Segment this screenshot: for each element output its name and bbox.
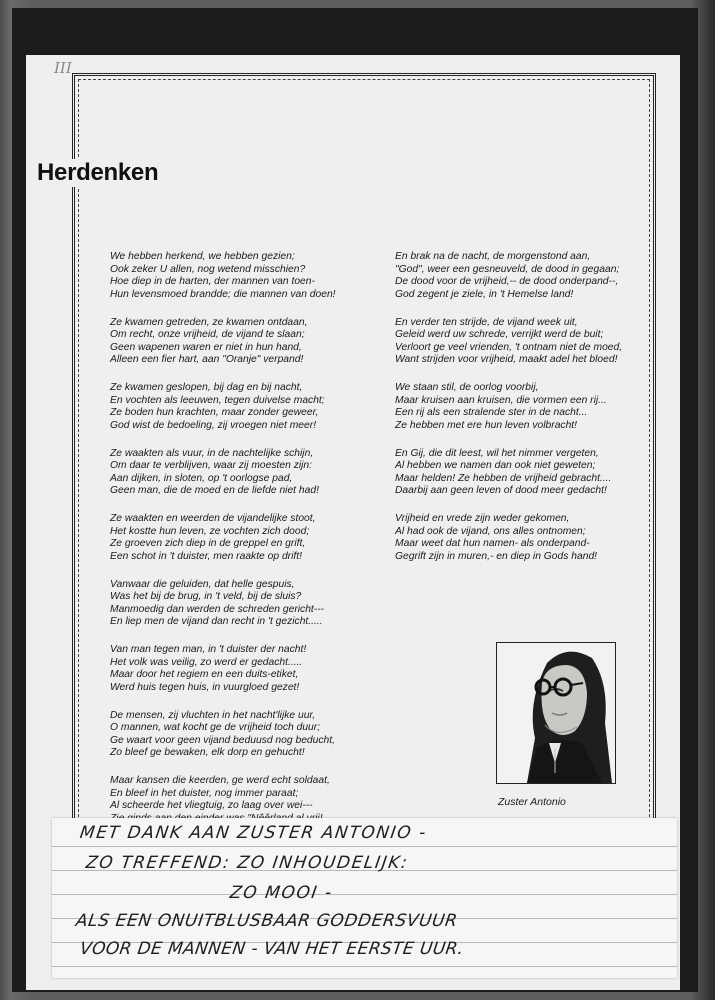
poem-line: Ook zeker U allen, nog wetend misschien? xyxy=(110,263,306,275)
poem-stanza xyxy=(395,513,657,563)
poem-line: Werd huis tegen huis, in vuurgloed gezet! xyxy=(110,681,300,693)
poem-line: En verder ten strijde, de vijand week uit, xyxy=(395,316,578,328)
poem-line: God wist de bedoeling, zij vroegen niet meer! xyxy=(110,419,317,431)
poem-line: Ze hebben met ere hun leven volbracht! xyxy=(395,419,578,431)
poem-line: God zegent je ziele, in 't Hemelse land! xyxy=(395,288,574,300)
poem-line: We hebben herkend, we hebben gezien; xyxy=(110,251,295,262)
poem-stanza xyxy=(110,448,370,498)
poem-line: En liep men de vijand dan recht in 't gezicht..... xyxy=(110,616,323,627)
poem-line: Manmoedig dan werden de schreden gericht--- xyxy=(110,603,325,615)
poem-line: Om recht, onze vrijheid, de vijand te slaan; xyxy=(110,329,305,340)
poem-line: Vanwaar die geluiden, dat helle gespuis, xyxy=(110,578,295,590)
poem-line: Zo bleef ge bewaken, elk dorp en gehucht! xyxy=(110,747,305,758)
handwritten-note-card xyxy=(52,818,677,978)
poem-line: Maar kruisen aan kruisen, die vormen een rij... xyxy=(395,394,607,406)
poem-line: Ze groeven zich diep in de greppel en grift, xyxy=(110,538,306,549)
poem-line: We staan stil, de oorlog voorbij, xyxy=(395,382,539,393)
poem-line: Een rij als een stralende ster in de nacht... xyxy=(395,407,588,418)
poem-line: De mensen, zij vluchten in het nacht'lijke uur, xyxy=(110,709,316,721)
poem-stanza xyxy=(110,317,370,367)
poem-line: Hun levensmoed brandde; die mannen van doen! xyxy=(110,288,336,300)
poem-line: Was het bij de brug, in 't veld, bij de sluis? xyxy=(110,591,302,602)
poem-line: "God", weer een gesneuveld, de dood in gegaan; xyxy=(395,263,620,275)
portrait-image xyxy=(497,643,615,783)
note-line-4: ALS EEN ONUITBLUSBAAR GODDERSVUUR xyxy=(74,911,459,931)
poem-line: Daarbij aan geen leven of dood meer gedacht! xyxy=(395,485,607,496)
poem-line: Verloort ge veel vrienden, 't ontnam niet de moed, xyxy=(395,341,623,353)
poem-line: De dood voor de vrijheid,-- de dood onderpand--, xyxy=(395,276,619,287)
poem-line: Alleen een fier hart, aan "Oranje" verpand! xyxy=(110,354,304,365)
poem-stanza xyxy=(395,251,657,301)
poem-line: Maar helden! Ze hebben de vrijheid gebracht.... xyxy=(395,472,612,484)
poem-left-column xyxy=(110,251,370,841)
page-title: Herdenken xyxy=(37,159,162,187)
poem-line: En brak na de nacht, de morgenstond aan, xyxy=(395,251,591,262)
note-line-5: VOOR DE MANNEN - VAN HET EERSTE UUR. xyxy=(78,939,466,959)
poem-line: Ge waart voor geen vijand beduusd nog beducht, xyxy=(110,734,335,746)
poem-line: En bleef in het duister, nog immer paraat; xyxy=(110,787,299,799)
note-line-1: MET DANK AAN ZUSTER ANTONIO - xyxy=(78,823,429,843)
poem-line: Al scheerde het vliegtuig, zo laag over wei--- xyxy=(110,800,313,811)
photo-caption: Zuster Antonio xyxy=(498,796,566,808)
poem-stanza xyxy=(395,317,657,367)
poem-line: Gegrift zijn in muren,- en diep in Gods hand! xyxy=(395,550,598,562)
poem-line: Het kostte hun leven, ze vochten zich dood; xyxy=(110,525,310,537)
poem-line: Al hebben we namen dan ook niet geweten; xyxy=(395,460,596,471)
poem-line: Vrijheid en vrede zijn weder gekomen, xyxy=(395,513,570,524)
note-line-2: ZO TREFFEND: ZO INHOUDELIJK: xyxy=(84,853,410,873)
poem-line: Ze waakten en weerden de vijandelijke stoot, xyxy=(110,513,316,524)
page-number: III xyxy=(54,59,72,77)
poem-line: Ze kwamen geslopen, bij dag en bij nacht, xyxy=(110,382,303,393)
poem-line: Want strijden voor vrijheid, maakt adel het bloed! xyxy=(395,354,618,365)
poem-stanza xyxy=(395,382,657,432)
poem-stanza xyxy=(110,579,370,629)
poem-line: Maar door het regiem en een duits-etiket, xyxy=(110,669,299,680)
poem-right-column xyxy=(395,251,657,579)
poem-stanza xyxy=(110,251,370,301)
note-line-3: ZO MOOI - xyxy=(228,883,335,903)
poem-line: Al had ook de vijand, ons alles ontnomen; xyxy=(395,525,586,537)
poem-line: Hoe diep in de harten, der mannen van toen- xyxy=(110,276,315,287)
poem-line: Een schot in 't duister, men raakte op drift! xyxy=(110,550,302,562)
poem-stanza xyxy=(110,710,370,760)
portrait-photo xyxy=(496,642,616,784)
poem-stanza xyxy=(110,513,370,563)
poem-line: Van man tegen man, in 't duister der nacht! xyxy=(110,644,307,655)
poem-line: Aan dijken, in sloten, op 't oorlogse pad, xyxy=(110,472,293,484)
poem-line: Geen man, die de moed en de liefde niet had! xyxy=(110,485,319,496)
poem-stanza xyxy=(110,382,370,432)
poem-line: Geen wapenen waren er niet in hun hand, xyxy=(110,341,302,353)
poem-line: En Gij, die dit leest, wil het nimmer vergeten, xyxy=(395,447,599,459)
poem-line: Het volk was veilig, zo werd er gedacht..... xyxy=(110,656,303,668)
poem-line: Ze kwamen getreden, ze kwamen ontdaan, xyxy=(110,316,308,328)
poem-line: Maar weet dat hun namen- als onderpand- xyxy=(395,538,590,549)
poem-stanza xyxy=(110,644,370,694)
poem-line: Ze boden hun krachten, maar zonder geweer, xyxy=(110,407,319,418)
poem-line: En vochten als leeuwen, tegen duivelse macht; xyxy=(110,394,325,406)
poem-line: Ze waakten als vuur, in de nachtelijke schijn, xyxy=(110,447,314,459)
poem-line: Om daar te verblijven, waar zij moesten zijn: xyxy=(110,460,313,471)
poem-line: Maar kansen die keerden, ge werd echt soldaat, xyxy=(110,775,330,786)
poem-line: O mannen, wat kocht ge de vrijheid toch duur; xyxy=(110,722,321,733)
poem-line: Geleid werd uw schrede, verrijkt werd de buit; xyxy=(395,329,604,340)
poem-stanza xyxy=(395,448,657,498)
